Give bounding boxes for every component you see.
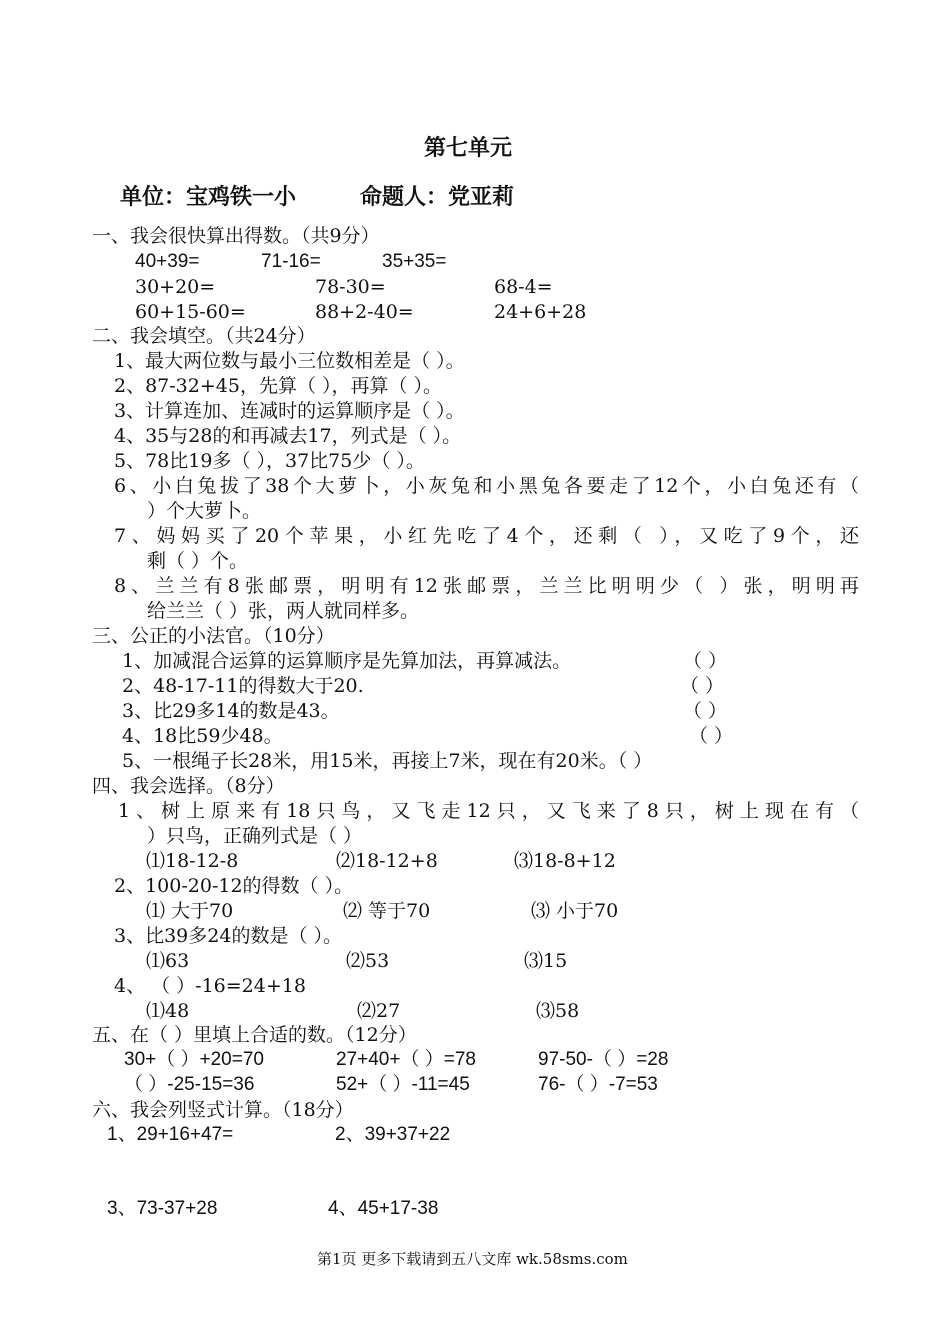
question: 6、小白兔拔了38个大萝卜，小灰兔和小黑兔各要走了12个，小白兔还有（ [114,475,859,497]
choice-option: ⑵18-12+8 [336,850,438,872]
judge-mark: （ ） [683,700,728,722]
question: 2、100-20-12的得数（ ）。 [114,875,354,897]
section-1-heading: 一、我会很快算出得数。（共9分） [92,225,380,247]
choice-option: ⑵ 等于70 [343,900,431,922]
question: 8、兰兰有8张邮票，明明有12张邮票，兰兰比明明少（ ）张，明明再 [114,575,859,597]
calc-item: 35+35= [382,251,447,272]
question: 1、最大两位数与最小三位数相差是（ ）。 [114,350,465,372]
vertical-calc-item: 1、29+16+47= [107,1124,234,1145]
question: 4、35与28的和再减去17，列式是（ ）。 [114,425,462,447]
choice-option: ⑵53 [346,950,390,972]
question: 2、87-32+45，先算（ ），再算（ ）。 [114,375,443,397]
calc-item: 24+6+28 [494,301,587,323]
unit-line: 单位：宝鸡铁一小 [120,185,297,210]
choice-option: ⑴18-12-8 [146,850,239,872]
question-cont: ）个大萝卜。 [147,500,262,522]
choice-option: ⑵27 [357,1000,401,1022]
question: 7、妈妈买了20个苹果，小红先吃了4个，还剩（ ），又吃了9个，还 [114,525,859,547]
calc-item: 40+39= [135,251,200,272]
question-cont: 给兰兰（ ）张，两人就同样多。 [147,600,420,622]
section-6-heading: 六、我会列竖式计算。（18分） [92,1099,354,1121]
section-3-heading: 三、公正的小法官。（10分） [92,625,335,647]
question: 3、计算连加、连减时的运算顺序是（ ）。 [114,400,465,422]
choice-option: ⑴48 [146,1000,190,1022]
choice-option: ⑶18-8+12 [514,850,616,872]
calc-item: 60+15-60= [135,301,246,323]
choice-option: ⑶15 [524,950,568,972]
judge-item: 2、48-17-11的得数大于20. [122,675,364,697]
vertical-calc-item: 2、39+37+22 [335,1124,451,1145]
page-footer: 第1页 更多下载请到五八文库 wk.58sms.com [317,1250,628,1268]
fill-item: 52+（ ）-11=45 [336,1074,470,1095]
section-5-heading: 五、在（ ）里填上合适的数。（12分） [92,1024,417,1046]
judge-item: 4、18比59少48。 [122,725,283,747]
author-line: 命题人：党亚莉 [360,185,515,210]
calc-item: 71-16= [261,251,321,272]
judge-item: 3、比29多14的数是43。 [122,700,340,722]
judge-item: 1、加减混合运算的运算顺序是先算加法，再算减法。 [122,650,572,672]
page-title: 第七单元 [424,136,513,161]
question-cont: ）只鸟，正确列式是（ ） [147,825,363,847]
judge-mark: （ ） [680,675,725,697]
vertical-calc-item: 3、73-37+28 [107,1198,218,1219]
choice-option: ⑴63 [146,950,190,972]
question-cont: 剩（ ）个。 [147,550,249,572]
calc-item: 30+20= [135,276,216,298]
choice-option: ⑶58 [536,1000,580,1022]
calc-item: 88+2-40= [315,301,414,323]
judge-mark: （ ） [689,725,734,747]
fill-item: （ ）-25-15=36 [124,1074,255,1095]
question: 4、 （ ）-16=24+18 [114,975,306,997]
section-2-heading: 二、我会填空。（共24分） [92,325,316,347]
question: 5、78比19多（ ），37比75少（ ）。 [114,450,425,472]
fill-item: 97-50-（ ）=28 [538,1049,669,1070]
fill-item: 27+40+（ ）=78 [336,1049,476,1070]
calc-item: 68-4= [494,276,553,298]
section-4-heading: 四、我会选择。（8分） [92,775,285,797]
fill-item: 76-（ ）-7=53 [538,1074,658,1095]
question: 3、比39多24的数是（ ）。 [114,925,342,947]
judge-item: 5、一根绳子长28米，用15米，再接上7米，现在有20米。（ ） [122,750,653,772]
vertical-calc-item: 4、45+17-38 [328,1198,439,1219]
question: 1、树上原来有18只鸟，又飞走12只，又飞来了8只，树上现在有（ [118,800,859,822]
fill-item: 30+（ ）+20=70 [124,1049,264,1070]
choice-option: ⑶ 小于70 [531,900,619,922]
judge-mark: （ ） [683,650,728,672]
calc-item: 78-30= [315,276,386,298]
choice-option: ⑴ 大于70 [146,900,234,922]
